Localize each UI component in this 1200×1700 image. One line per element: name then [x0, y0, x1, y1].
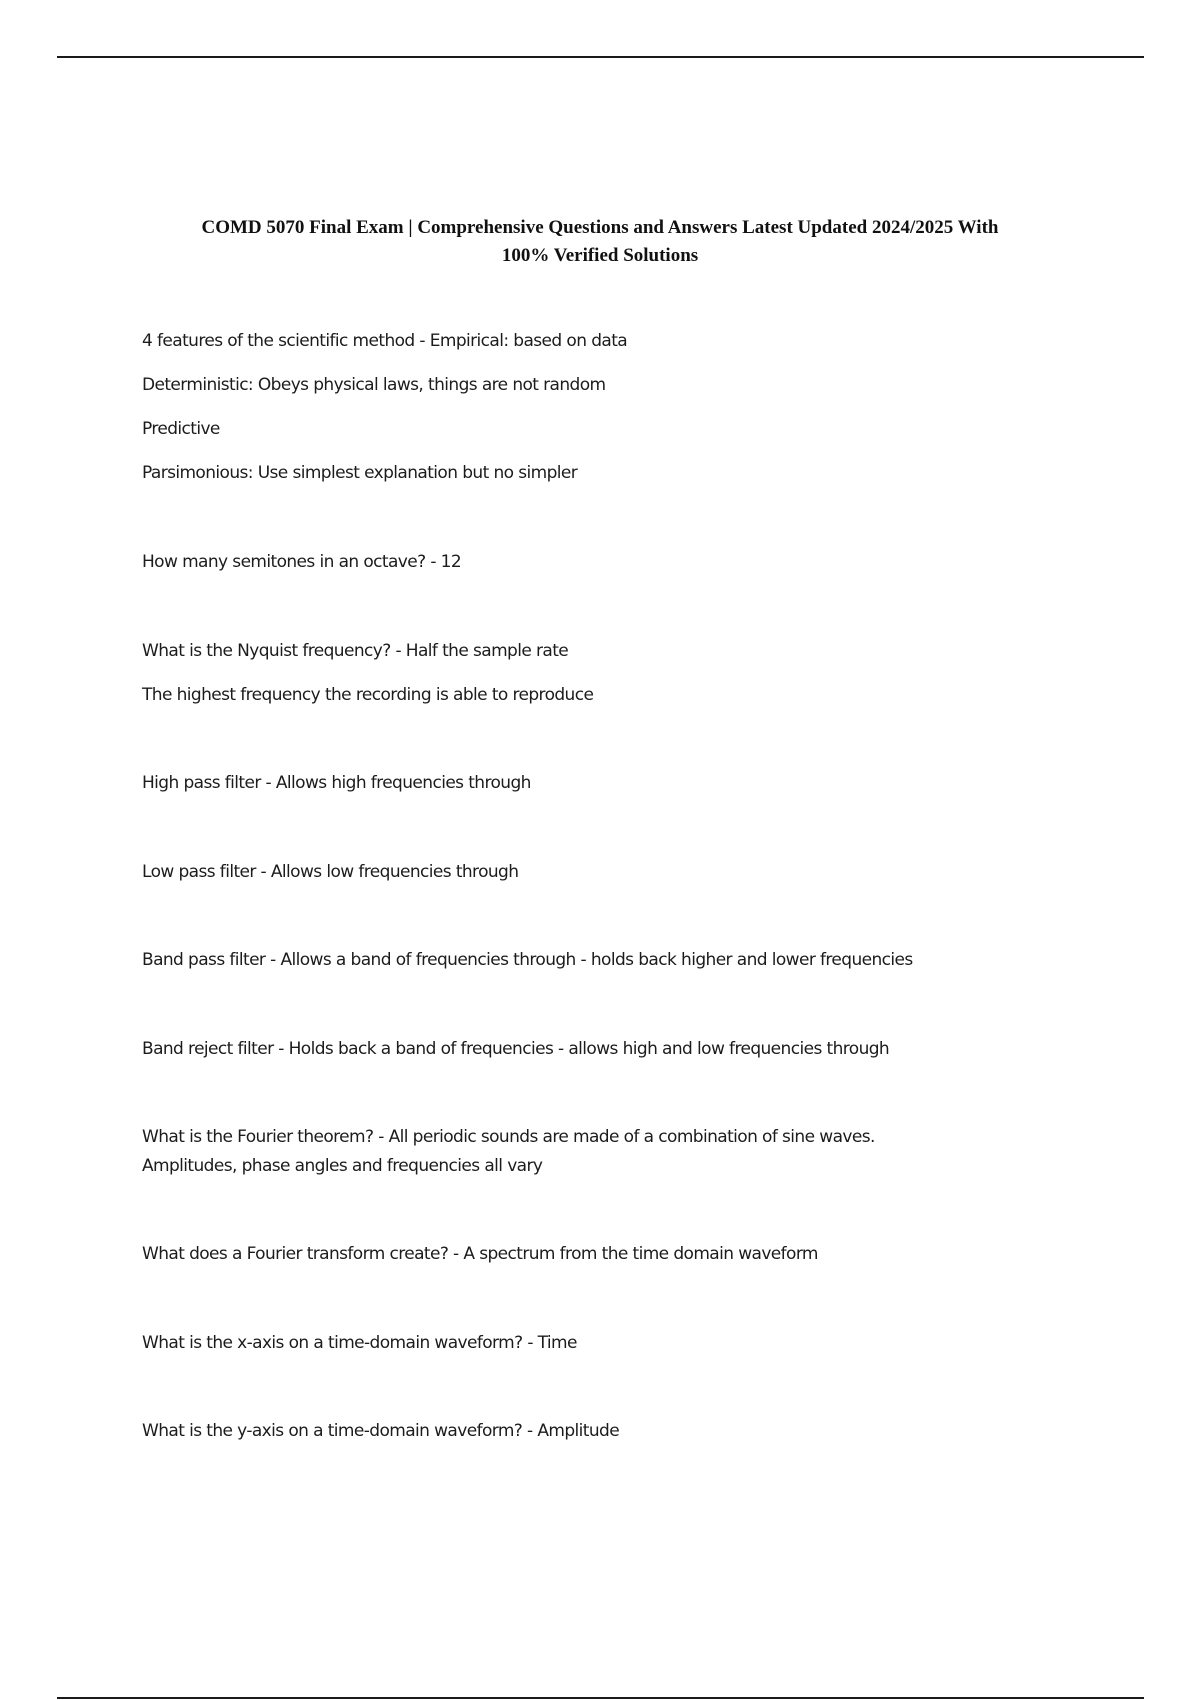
qa-line: What is the Fourier theorem? - All periodic sounds are made of a combination of sine waves.	[142, 1127, 875, 1147]
qa-line: 4 features of the scientific method - Empirical: based on data	[142, 331, 628, 351]
qa-line: Amplitudes, phase angles and frequencies all vary	[142, 1156, 543, 1176]
bottom-rule	[57, 1697, 1144, 1699]
qa-line: What is the x-axis on a time-domain waveform? - Time	[142, 1333, 577, 1353]
qa-line: What does a Fourier transform create? - A spectrum from the time domain waveform	[142, 1244, 818, 1264]
qa-line: Parsimonious: Use simplest explanation but no simpler	[142, 463, 578, 483]
qa-line: How many semitones in an octave? - 12	[142, 552, 462, 572]
qa-line: High pass filter - Allows high frequencies through	[142, 773, 531, 793]
qa-line: What is the y-axis on a time-domain waveform? - Amplitude	[142, 1421, 620, 1441]
qa-line: Band pass filter - Allows a band of frequencies through - holds back higher and lower frequencies	[142, 950, 913, 970]
qa-line: Predictive	[142, 419, 220, 439]
qa-line: The highest frequency the recording is able to reproduce	[142, 685, 594, 705]
title-line-2: 100% Verified Solutions	[501, 245, 699, 266]
qa-line: Band reject filter - Holds back a band of frequencies - allows high and low frequencies through	[142, 1039, 890, 1059]
document-title	[120, 214, 1080, 270]
qa-line: What is the Nyquist frequency? - Half the sample rate	[142, 641, 569, 661]
title-line-1: COMD 5070 Final Exam | Comprehensive Questions and Answers Latest Updated 2024/2025 With	[201, 217, 999, 238]
qa-line: Low pass filter - Allows low frequencies through	[142, 862, 519, 882]
qa-line: Deterministic: Obeys physical laws, things are not random	[142, 375, 606, 395]
top-rule	[57, 56, 1144, 58]
